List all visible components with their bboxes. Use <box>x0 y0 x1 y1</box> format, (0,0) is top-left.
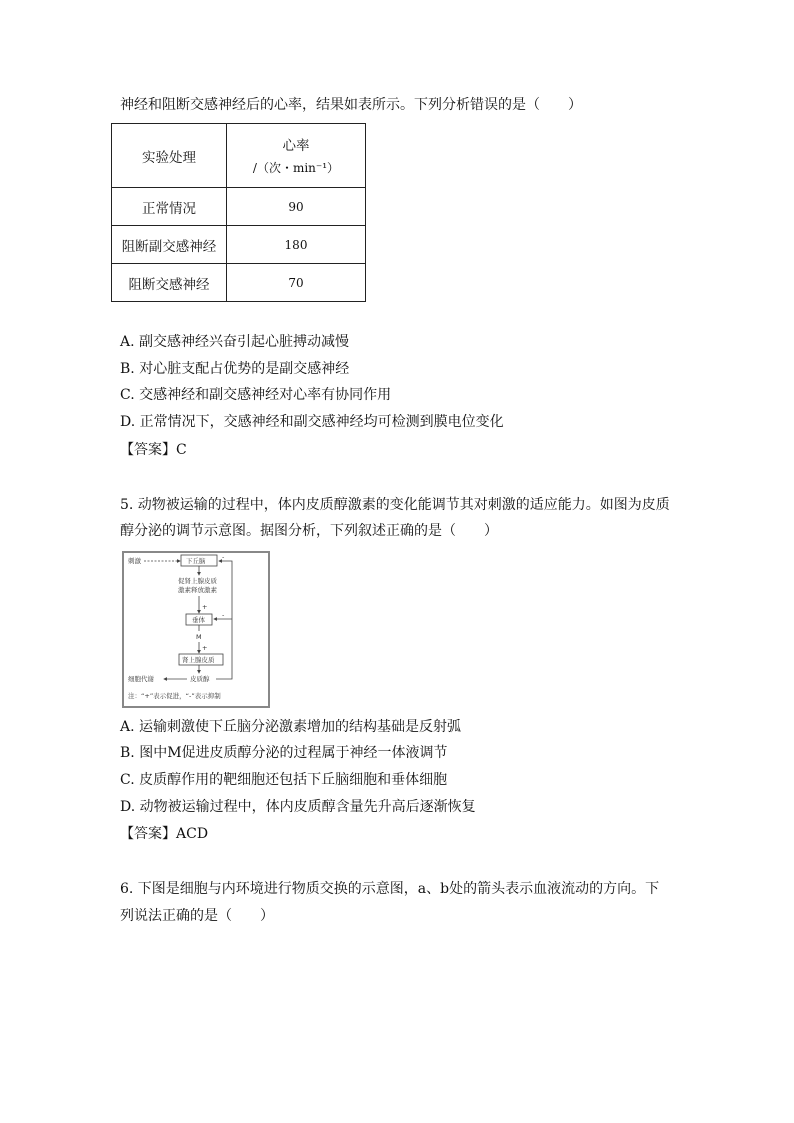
q5-option-a: A. 运输刺激使下丘脑分泌激素增加的结构基础是反射弧 <box>120 719 462 735</box>
q6-stem-line1: 6. 下图是细胞与内环境进行物质交换的示意图，a、b处的箭头表示血液流动的方向。下 <box>120 881 660 897</box>
pituitary-label: 垂体 <box>192 616 205 624</box>
minus-sign-2: - <box>222 611 225 619</box>
heart-rate-unit: /（次・min⁻¹） <box>252 160 340 175</box>
q5-option-d: D. 动物被运输过程中，体内皮质醇含量先升高后逐渐恢复 <box>120 799 476 815</box>
plus-sign-2: + <box>202 644 208 652</box>
q4-option-b: B. 对心脏支配占优势的是副交感神经 <box>120 361 350 377</box>
table-row <box>112 188 366 226</box>
crh-label-line1: 促肾上腺皮质 <box>178 577 217 585</box>
q4-answer: 【答案】C <box>120 442 187 458</box>
diagram-svg <box>124 553 268 706</box>
m-label: M <box>196 633 202 641</box>
metabolism-label: 细胞代谢 <box>128 675 154 683</box>
q5-answer: 【答案】ACD <box>120 826 209 842</box>
q4-option-a: A. 副交感神经兴奋引起心脏搏动减慢 <box>120 334 350 350</box>
q6-stem-line2: 列说法正确的是（ ） <box>120 908 274 924</box>
table-header-heart-rate <box>227 124 366 188</box>
stimulus-label: 刺激 <box>128 557 141 565</box>
adrenal-cortex-label: 肾上腺皮质 <box>182 656 215 664</box>
table-header-treatment: 实验处理 <box>112 124 227 188</box>
q4-option-c: C. 交感神经和副交感神经对心率有协同作用 <box>120 387 392 403</box>
row-value: 90 <box>227 188 366 226</box>
table-row <box>112 264 366 302</box>
plus-sign-1: + <box>202 603 208 611</box>
minus-sign-1: - <box>222 553 225 561</box>
q5-option-c: C. 皮质醇作用的靶细胞还包括下丘脑细胞和垂体细胞 <box>120 772 448 788</box>
diagram-note: 注：“+”表示促进，“-”表示抑制 <box>128 692 221 700</box>
row-label: 阻断副交感神经 <box>112 226 227 264</box>
cortisol-regulation-diagram <box>122 551 270 708</box>
row-value: 70 <box>227 264 366 302</box>
heart-rate-label: 心率 <box>282 137 310 154</box>
row-value: 180 <box>227 226 366 264</box>
q5-stem-line2: 醇分泌的调节示意图。据图分析，下列叙述正确的是（ ） <box>120 523 498 539</box>
table-row <box>112 226 366 264</box>
q4-intro: 神经和阻断交感神经后的心率，结果如表所示。下列分析错误的是（ ） <box>120 97 582 113</box>
crh-label-line2: 激素释放激素 <box>178 586 217 594</box>
feedback-to-hypothalamus <box>216 561 232 679</box>
hypothalamus-label: 下丘脑 <box>186 557 206 565</box>
row-label: 正常情况 <box>112 188 227 226</box>
q5-option-b: B. 图中M促进皮质醇分泌的过程属于神经一体液调节 <box>120 745 448 761</box>
q5-stem-line1: 5. 动物被运输的过程中，体内皮质醇激素的变化能调节其对刺激的适应能力。如图为皮质 <box>120 497 670 513</box>
row-label: 阻断交感神经 <box>112 264 227 302</box>
cortisol-label: 皮质醇 <box>190 675 210 683</box>
heart-rate-table <box>111 123 366 302</box>
q4-option-d: D. 正常情况下，交感神经和副交感神经均可检测到膜电位变化 <box>120 414 504 430</box>
